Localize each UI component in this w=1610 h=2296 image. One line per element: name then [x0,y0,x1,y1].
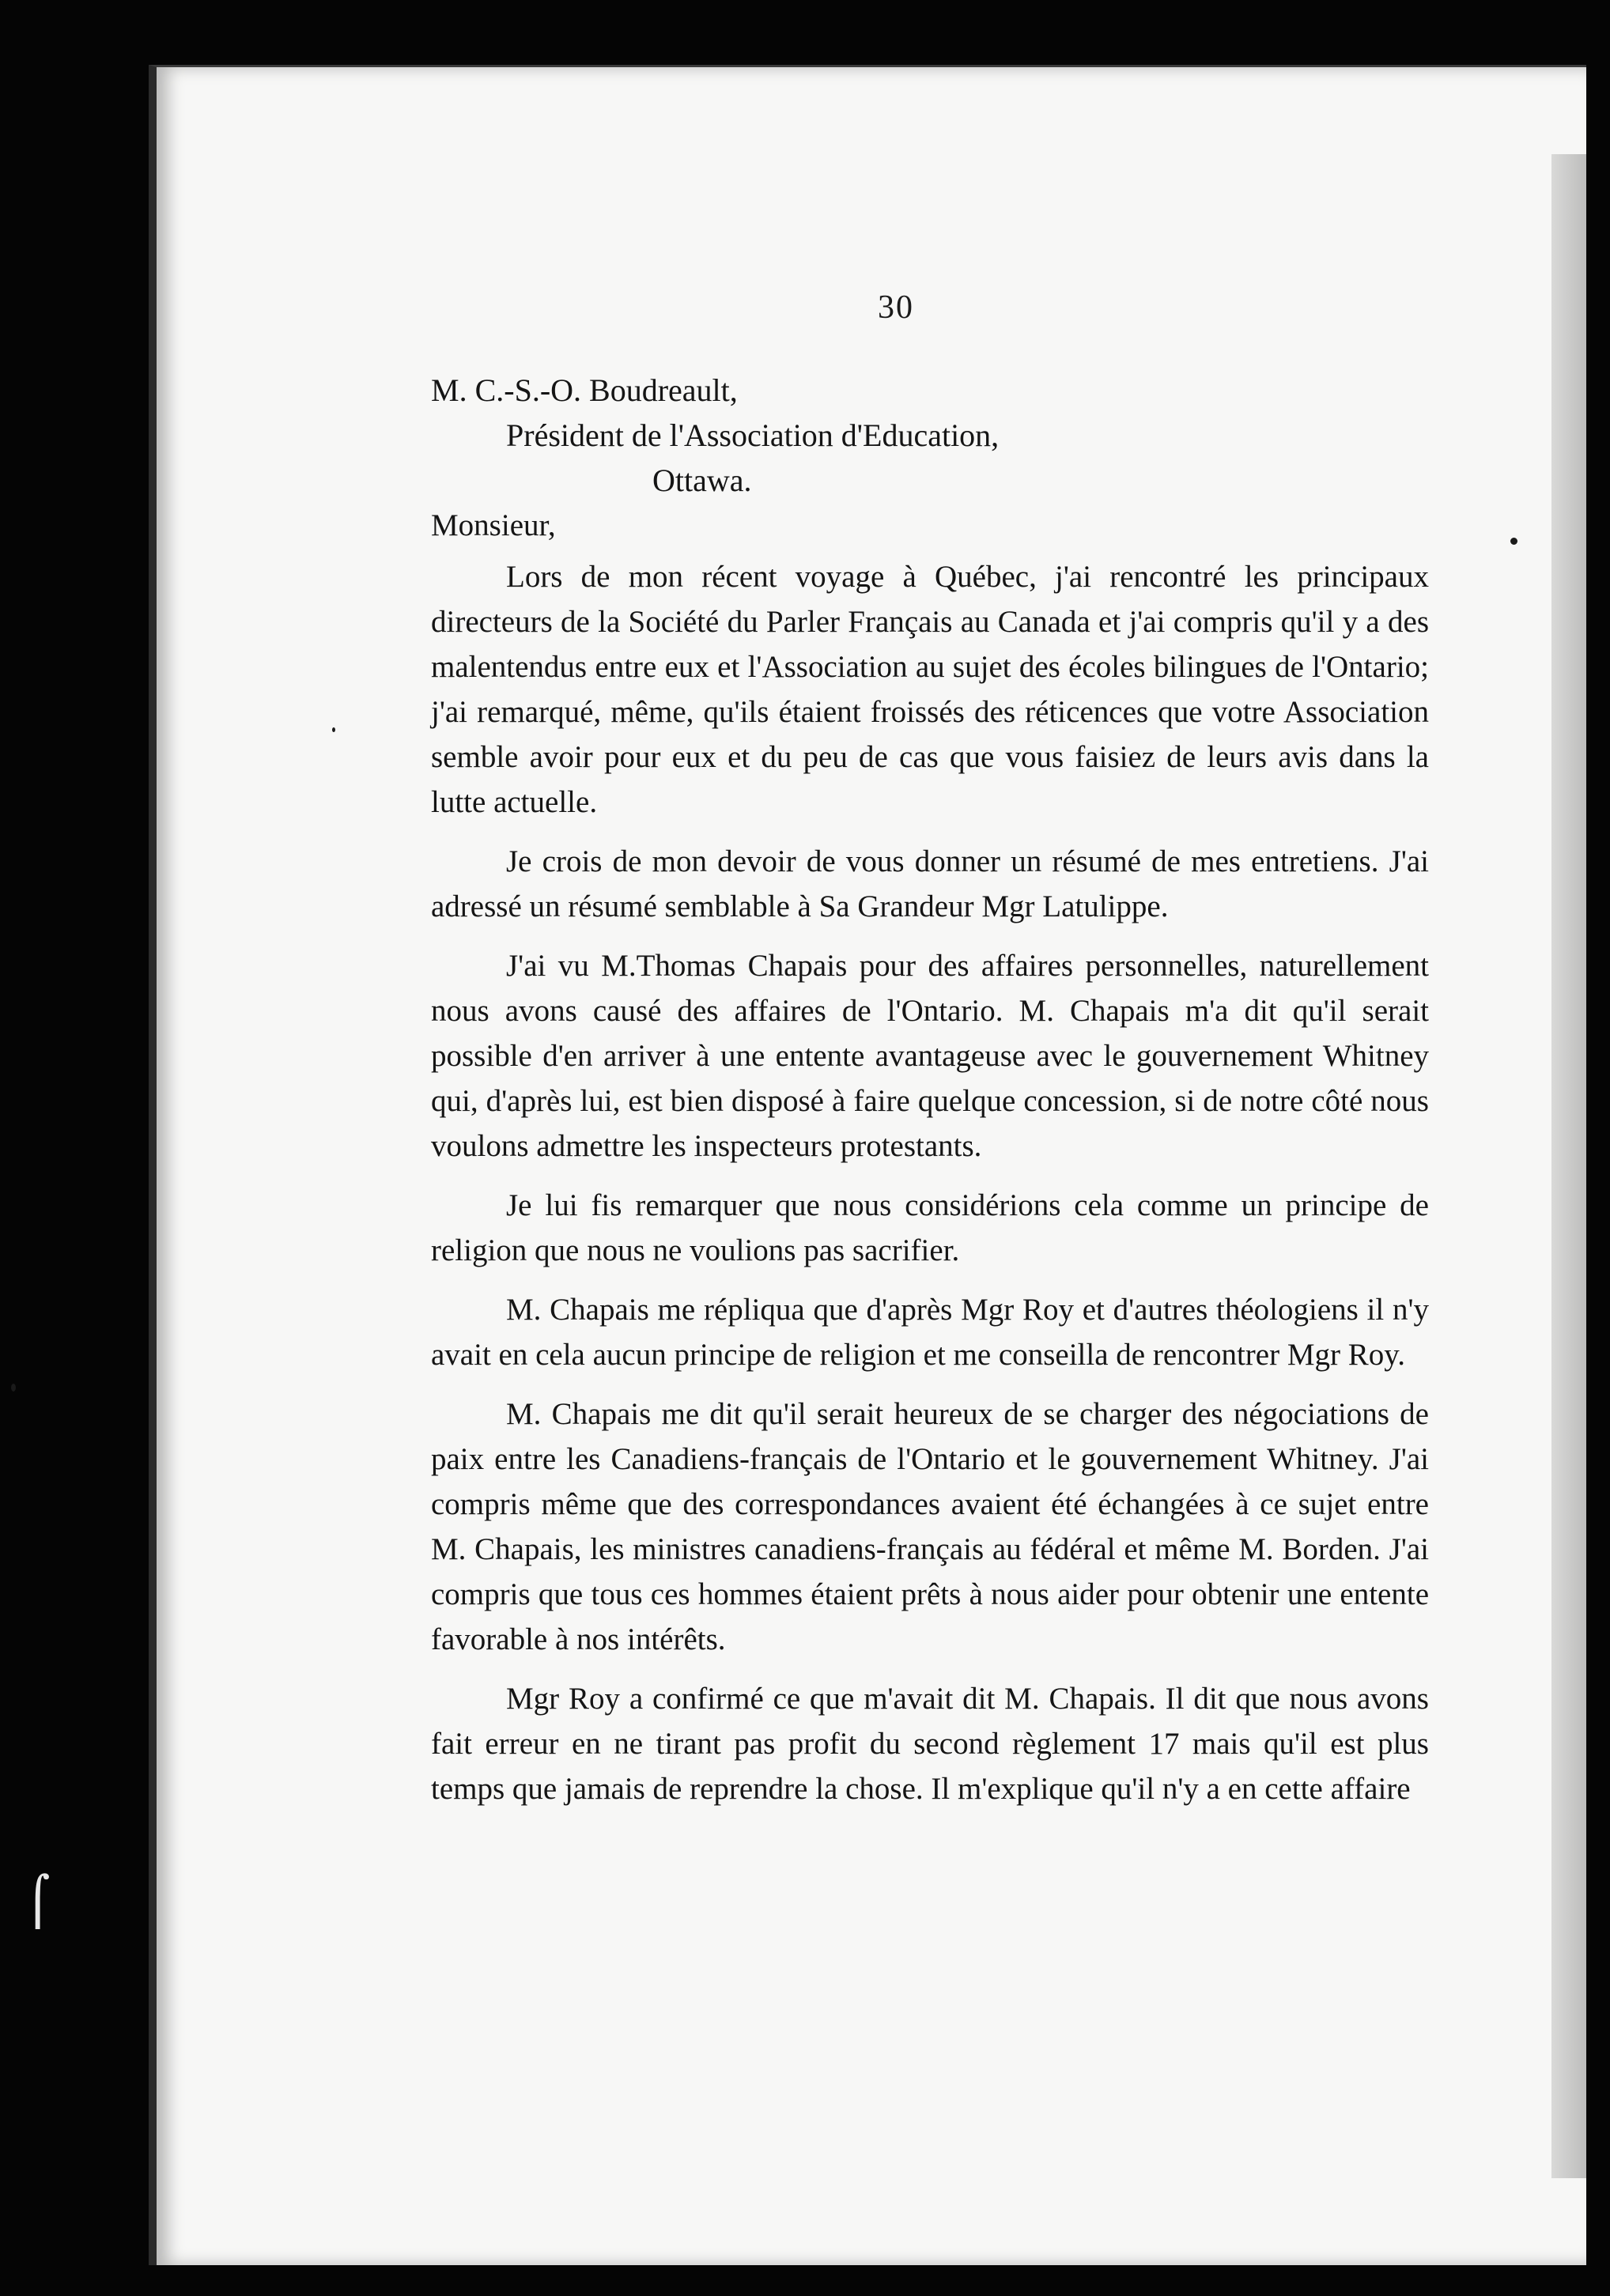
paragraph: Lors de mon récent voyage à Québec, j'ai rencontré les principaux directeurs de la Société du Parler Français au Canada et j'ai compris qu'il y a des malentendus entre eux et l'Association au sujet des écoles bilingues de l'Ontario; j'ai remarqué, même, qu'ils étaient froissés des réticences que votre Association semble avoir pour eux et du peu de cas que vous faisiez de leurs avis dans la lutte actuelle. [431,560,1429,819]
paragraph: M. Chapais me dit qu'il serait heureux de se charger des négociations de paix entre les Canadiens-français de l'Ontario et le gouvernement Whitney. J'ai compris même que des correspondances avaient été échangées à ce sujet entre M. Chapais, les ministres canadiens-français au fédéral et même M. Borden. J'ai compris que tous ces hommes étaient prêts à nous aider pour obtenir une entente favorable à nos intérêts. [431,1397,1429,1656]
ink-speck [11,1384,16,1392]
paragraph: Je crois de mon devoir de vous donner un résumé de mes entretiens. J'ai adressé un résumé semblable à Sa Grandeur Mgr Latulippe. [431,844,1429,923]
letter-body [431,285,1429,1826]
salutation: Monsieur, [431,508,556,542]
ink-speck [332,727,335,732]
ink-speck [1510,538,1517,545]
paragraph: Mgr Roy a confirmé ce que m'avait dit M. Chapais. Il dit que nous avons fait erreur en ne tirant pas profit du second règlement 17 mais qu'il est plus temps que jamais de reprendre la chose. Il m'explique qu'il n'y a en cette affaire [431,1682,1429,1806]
addressee-name: M. C.-S.-O. Boudreault, [431,372,738,408]
page-edge-shadow [1551,154,1586,2178]
paragraph: Je lui fis remarquer que nous considérions cela comme un principe de religion que nous ne voulions pas sacrifier. [431,1188,1429,1267]
addressee-block [431,368,1429,503]
addressee-city: Ottawa. [652,463,752,498]
margin-mark: ⌠ [25,1874,51,1929]
paragraph: M. Chapais me répliqua que d'après Mgr Roy et d'autres théologiens il n'y avait en cela aucun principe de religion et me conseilla de rencontrer Mgr Roy. [431,1293,1429,1372]
addressee-title: Président de l'Association d'Education, [506,417,1000,453]
paragraph: J'ai vu M.Thomas Chapais pour des affaires personnelles, naturellement nous avons causé des affaires de l'Ontario. M. Chapais m'a dit qu'il serait possible d'en arriver à une entente avantageuse avec le gouvernement Whitney qui, d'après lui, est bien disposé à faire quelque concession, si de notre côté nous voulons admettre les inspecteurs protestants. [431,949,1429,1163]
page-number: 30 [878,289,914,326]
